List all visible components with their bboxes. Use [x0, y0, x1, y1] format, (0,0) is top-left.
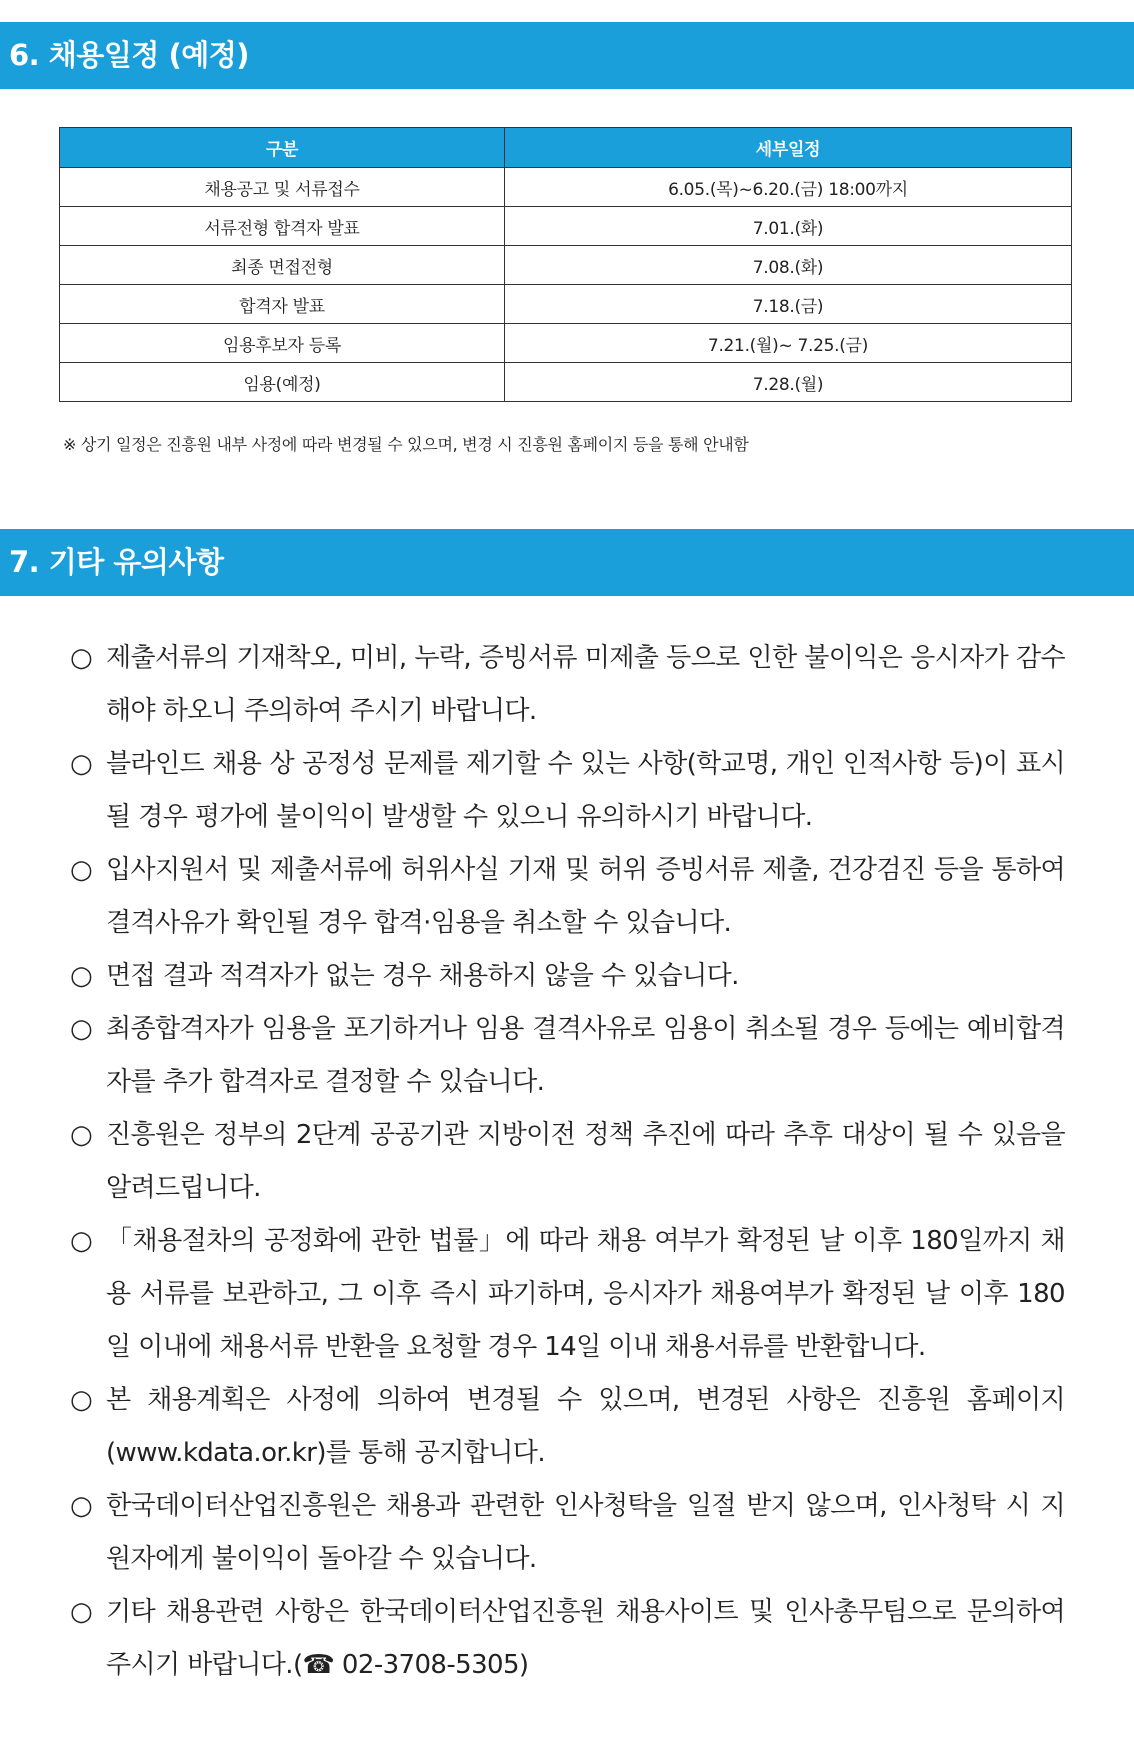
row-label: 임용(예정)	[60, 363, 505, 402]
list-item	[70, 738, 1065, 844]
circle-bullet-icon: ○	[70, 749, 93, 779]
row-label: 최종 면접전형	[60, 246, 505, 285]
row-date: 6.05.(목)~6.20.(금) 18:00까지	[505, 168, 1072, 207]
notice-text: 진흥원은 정부의 2단계 공공기관 지방이전 정책 추진에 따라 추후 대상이 될 수 있음을 알려드립니다.	[106, 1120, 1065, 1203]
circle-bullet-icon: ○	[70, 1597, 93, 1627]
notice-text: 입사지원서 및 제출서류에 허위사실 기재 및 허위 증빙서류 제출, 건강검진 등을 통하여 결격사유가 확인될 경우 합격·임용을 취소할 수 있습니다.	[106, 855, 1065, 938]
row-label: 합격자 발표	[60, 285, 505, 324]
notice-text: 한국데이터산업진흥원은 채용과 관련한 인사청탁을 일절 받지 않으며, 인사청탁 시 지원자에게 불이익이 돌아갈 수 있습니다.	[106, 1491, 1065, 1574]
list-item	[70, 1003, 1065, 1109]
table-row	[60, 168, 1072, 207]
row-label: 임용후보자 등록	[60, 324, 505, 363]
circle-bullet-icon: ○	[70, 855, 93, 885]
list-item	[70, 844, 1065, 950]
circle-bullet-icon: ○	[70, 1226, 93, 1256]
list-item	[70, 1215, 1065, 1374]
circle-bullet-icon: ○	[70, 1385, 93, 1415]
circle-bullet-icon: ○	[70, 1120, 93, 1150]
list-item	[70, 950, 1065, 1003]
table-row	[60, 363, 1072, 402]
schedule-table	[59, 127, 1072, 402]
header-detail-schedule: 세부일정	[505, 128, 1072, 168]
header-category: 구분	[60, 128, 505, 168]
row-label: 서류전형 합격자 발표	[60, 207, 505, 246]
notice-text: 제출서류의 기재착오, 미비, 누락, 증빙서류 미제출 등으로 인한 불이익은 응시자가 감수해야 하오니 주의하여 주시기 바랍니다.	[106, 643, 1065, 726]
section-6-header: 6. 채용일정 (예정)	[0, 22, 1134, 89]
row-date: 7.28.(월)	[505, 363, 1072, 402]
list-item	[70, 1586, 1065, 1692]
table-header-row	[60, 128, 1072, 168]
circle-bullet-icon: ○	[70, 643, 93, 673]
row-date: 7.21.(월)~ 7.25.(금)	[505, 324, 1072, 363]
list-item	[70, 1109, 1065, 1215]
notice-text: 「채용절차의 공정화에 관한 법률」에 따라 채용 여부가 확정된 날 이후 180일까지 채용 서류를 보관하고, 그 이후 즉시 파기하며, 응시자가 채용여부가 확정된 날 이후 180일 이내에 채용서류 반환을 요청할 경우 14일 이내 채용서류를 반환합니다.	[106, 1226, 1065, 1362]
row-date: 7.18.(금)	[505, 285, 1072, 324]
notice-text: 본 채용계획은 사정에 의하여 변경될 수 있으며, 변경된 사항은 진흥원 홈페이지(www.kdata.or.kr)를 통해 공지합니다.	[106, 1385, 1065, 1468]
notice-text: 블라인드 채용 상 공정성 문제를 제기할 수 있는 사항(학교명, 개인 인적사항 등)이 표시될 경우 평가에 불이익이 발생할 수 있으니 유의하시기 바랍니다.	[106, 749, 1065, 832]
list-item	[70, 1374, 1065, 1480]
schedule-note: ※ 상기 일정은 진흥원 내부 사정에 따라 변경될 수 있으며, 변경 시 진흥원 홈페이지 등을 통해 안내함	[63, 435, 749, 454]
section-7-header: 7. 기타 유의사항	[0, 529, 1134, 596]
table-row	[60, 285, 1072, 324]
row-date: 7.01.(화)	[505, 207, 1072, 246]
list-item	[70, 632, 1065, 738]
notice-text: 기타 채용관련 사항은 한국데이터산업진흥원 채용사이트 및 인사총무팀으로 문의하여 주시기 바랍니다.(☎ 02-3708-5305)	[106, 1597, 1065, 1680]
row-label: 채용공고 및 서류접수	[60, 168, 505, 207]
list-item	[70, 1480, 1065, 1586]
notice-list	[70, 632, 1065, 1692]
table-row	[60, 324, 1072, 363]
circle-bullet-icon: ○	[70, 1491, 93, 1521]
table-row	[60, 207, 1072, 246]
notice-text: 최종합격자가 임용을 포기하거나 임용 결격사유로 임용이 취소될 경우 등에는 예비합격자를 추가 합격자로 결정할 수 있습니다.	[106, 1014, 1065, 1097]
table-row	[60, 246, 1072, 285]
circle-bullet-icon: ○	[70, 1014, 93, 1044]
circle-bullet-icon: ○	[70, 961, 93, 991]
notice-text: 면접 결과 적격자가 없는 경우 채용하지 않을 수 있습니다.	[106, 961, 739, 991]
row-date: 7.08.(화)	[505, 246, 1072, 285]
